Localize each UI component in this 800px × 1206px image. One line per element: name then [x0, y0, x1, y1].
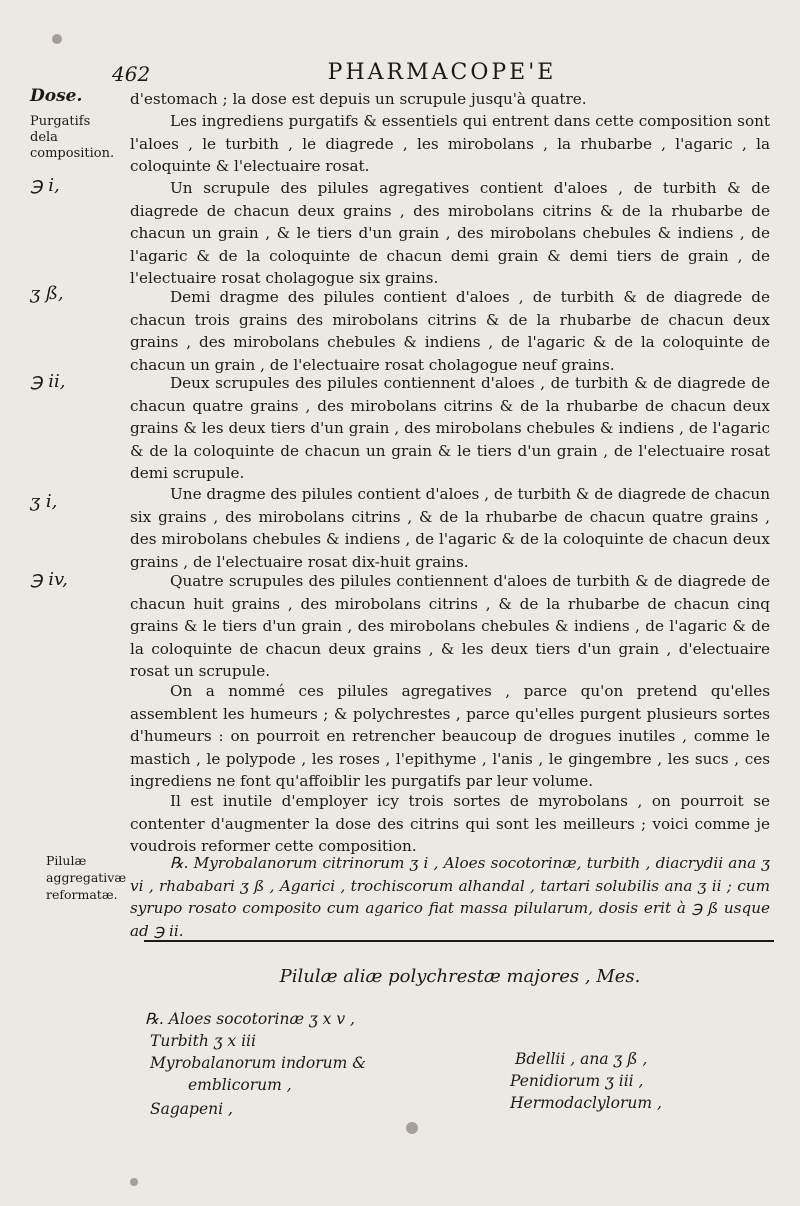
formula-title: Pilulæ aliæ polychrestæ majores , Mes.: [279, 966, 641, 987]
scan-speck: [52, 34, 62, 44]
paragraph-inutile: Il est inutile d'employer icy trois sortes de myrobolans , on pourroit se contenter d'augmenter la dose des citrins qui sont les meilleurs ; voici comme je voudrois reformer cette composition.: [130, 792, 770, 855]
paragraph-quatre-scrupules: Quatre scrupules des pilules contiennent d'aloes de turbith & de diagrede de chacun huit grains , des mirobolans citrins , & de la rhubarbe de chacun cinq grains & le tiers d'un grain , des mirobolans chebules & indiens , de l'agaric & de la coloquinte de chacun deux grains , & les deux tiers d'un grain , d'electuaire rosat un scrupule.: [130, 572, 770, 680]
margin-note-weight-1: ℈ i,: [30, 175, 60, 196]
paragraph-une-dragme: Une dragme des pilules contient d'aloes , de turbith & de diagrede de chacun six grains , des mirobolans citrins , & de la rhubarbe de chacun quatre grains , des mirobolans chebules & indiens , de l'agaric & de la coloquinte de chacun deux grains , de l'electuaire rosat dix-huit grains.: [130, 485, 770, 571]
paragraph-scrupule: Un scrupule des pilules agregatives contient d'aloes , de turbith & de diagrede de chacun deux grains , des mirobolans citrins & de la rhubarbe de chacun un grain , & le tiers d'un grain , des mirobolans chebules & indiens , de l'agaric & de la coloquinte de chacun demi grain & demi tiers de grain , de l'electuaire rosat cholagogue six grains.: [130, 179, 770, 287]
ingredient-turbith: Turbith ʒ x iii: [150, 1032, 256, 1050]
paragraph-recipe: ℞. Myrobalanorum citrinorum ʒ i , Aloes socotorinæ, turbith , diacrydii ana ʒ vi , rhababari ʒ ß , Agarici , trochiscorum alhandal , tartari solubilis ana ʒ ii ; cum syrupo rosato composito cum agarico fiat massa pilularum, dosis erit à ℈ ß usque ad ℈ ii.: [130, 854, 770, 940]
margin-note-dose: Dose.: [30, 86, 83, 106]
paragraph-dose: d'estomach ; la dose est depuis un scrupule jusqu'à quatre.: [130, 90, 587, 108]
margin-note-weight-3: ℈ ii,: [30, 371, 66, 392]
margin-note-purgatives: Purgatifs dela composition.: [30, 114, 115, 161]
margin-note-pilulae: Pilulæ aggregativæ reformatæ.: [46, 853, 127, 902]
scan-speck: [130, 1178, 138, 1186]
ingredient-emblicorum: emblicorum ,: [188, 1076, 292, 1094]
page-header: [112, 60, 772, 90]
scan-speck: [406, 1122, 418, 1134]
ingredient-bdellii: Bdellii , ana ʒ ß ,: [515, 1050, 648, 1068]
margin-note-weight-4: ʒ i,: [30, 491, 58, 512]
ingredient-penidiorum: Penidiorum ʒ iii ,: [510, 1072, 644, 1090]
ingredient-hermodactylorum: Hermodaclylorum ,: [510, 1094, 662, 1112]
paragraph-deux-scrupules: Deux scrupules des pilules contiennent d'aloes , de turbith & de diagrede de chacun quatre grains , des mirobolans citrins & de la rhubarbe de chacun deux grains & les deux tiers d'un grain , des mirobolans chebules & indiens , de l'agaric & de la coloquinte de chacun un grain & le tiers d'un grain , de l'electuaire rosat demi scrupule.: [130, 374, 770, 482]
paragraph-ingredients: Les ingrediens purgatifs & essentiels qui entrent dans cette composition sont l'aloes , le turbith , le diagrede , les mirobolans , la rhubarbe , l'agaric , la coloquinte & l'electuaire rosat.: [130, 112, 770, 175]
page-number: 462: [112, 62, 151, 86]
ingredient-aloes: ℞. Aloes socotorinæ ʒ x v ,: [145, 1010, 355, 1028]
running-title: PHARMACOPE'E: [327, 60, 557, 85]
ingredient-sagapeni: Sagapeni ,: [150, 1100, 233, 1118]
paragraph-nommees: On a nommé ces pilules agregatives , parce qu'on pretend qu'elles assemblent les humeurs ; & polychrestes , parce qu'elles purgent plusieurs sortes d'humeurs : on pourroit en retrencher beaucoup de drogues inutiles , comme le mastich , le polypode , les roses , l'epithyme , l'anis , le gingembre , les sucs , ces ingrediens ne font qu'affoiblir les purgatifs par leur volume.: [130, 682, 770, 790]
section-divider: [144, 940, 774, 942]
margin-note-weight-2: ʒ ß,: [30, 283, 64, 304]
paragraph-demi-dragme: Demi dragme des pilules contient d'aloes , de turbith & de diagrede de chacun trois grains des mirobolans citrins & de la rhubarbe de chacun deux grains , des mirobolans chebules & indiens , de l'agaric & de la coloquinte de chacun un grain , de l'electuaire rosat cholagogue neuf grains.: [130, 288, 770, 374]
ingredient-myrobalanorum: Myrobalanorum indorum &: [150, 1054, 367, 1072]
margin-note-weight-5: ℈ iv,: [30, 569, 68, 590]
